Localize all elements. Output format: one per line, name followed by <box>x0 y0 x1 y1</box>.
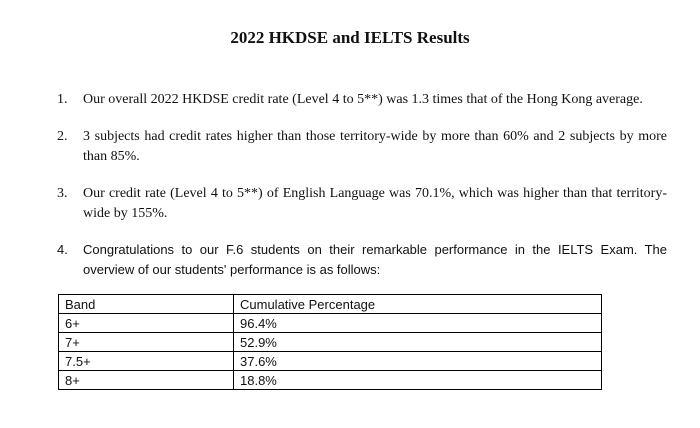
item-number: 2. <box>57 129 68 144</box>
item-text: Our credit rate (Level 4 to 5**) of English Language was 70.1%, which was higher than that territory-wide by 155%. <box>83 186 667 221</box>
item-number: 1. <box>57 92 68 107</box>
table-row <box>59 314 602 333</box>
item-text: Our overall 2022 HKDSE credit rate (Level 4 to 5**) was 1.3 times that of the Hong Kong average. <box>83 92 643 107</box>
item-text: Congratulations to our F.6 students on their remarkable performance in the IELTS Exam. The overview of our students' performance is as follows: <box>83 242 667 277</box>
item-number: 4. <box>57 242 68 257</box>
band-cell: 7.5+ <box>59 352 234 371</box>
percentage-cell: 18.8% <box>234 371 602 390</box>
band-cell: 6+ <box>59 314 234 333</box>
table-row <box>59 352 602 371</box>
percentage-cell: 52.9% <box>234 333 602 352</box>
percentage-cell: 37.6% <box>234 352 602 371</box>
result-item-2 <box>57 127 667 167</box>
result-item-1 <box>57 90 667 110</box>
band-cell: 7+ <box>59 333 234 352</box>
result-item-3 <box>57 184 667 224</box>
band-cell: 8+ <box>59 371 234 390</box>
result-item-4 <box>57 240 667 280</box>
table-row <box>59 333 602 352</box>
table-header-row <box>59 295 602 314</box>
percentage-cell: 96.4% <box>234 314 602 333</box>
column-header-band: Band <box>59 295 234 314</box>
page-title: 2022 HKDSE and IELTS Results <box>230 28 470 47</box>
ielts-results-table <box>58 294 602 390</box>
table-row <box>59 371 602 390</box>
column-header-cumulative-percentage: Cumulative Percentage <box>234 295 602 314</box>
item-number: 3. <box>57 186 68 201</box>
item-text: 3 subjects had credit rates higher than those territory-wide by more than 60% and 2 subjects by more than 85%. <box>83 129 667 164</box>
